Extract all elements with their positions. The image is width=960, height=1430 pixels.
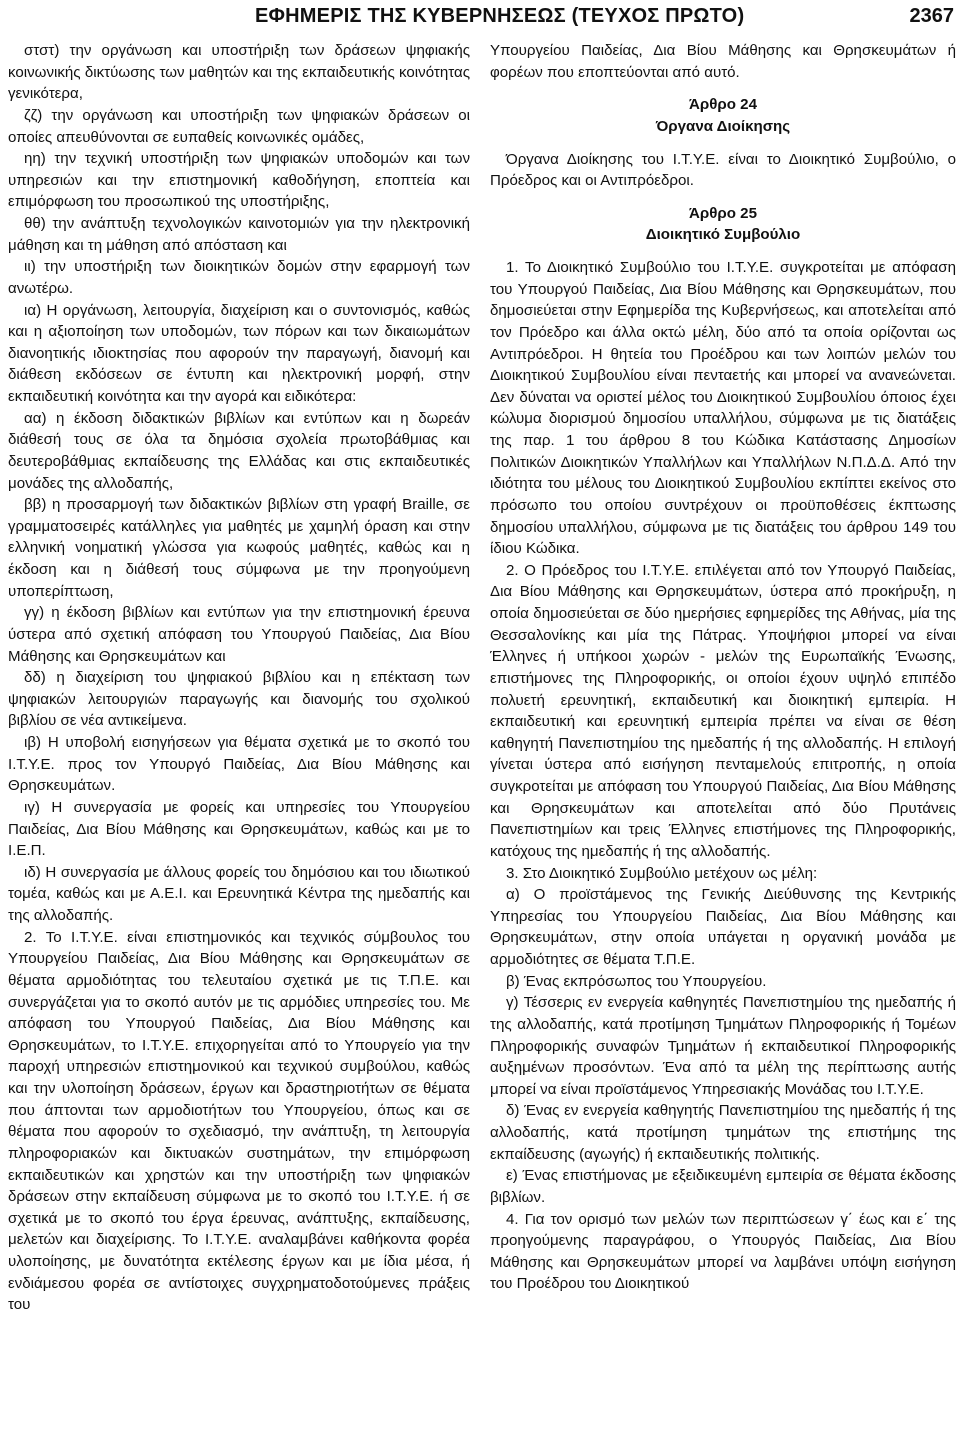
paragraph: ιβ) Η υποβολή εισηγήσεων για θέματα σχετικά με το σκοπό του Ι.Τ.Υ.Ε. προς τον Υπουργό Παιδείας, Δια Βίου Μάθησης και Θρησκευμάτων. <box>8 734 470 795</box>
page-number: 2367 <box>909 5 954 27</box>
article-25-number: Άρθρο 25 <box>689 204 757 222</box>
paragraph: 2. Το Ι.Τ.Υ.Ε. είναι επιστημονικός και τεχνικός σύμβουλος του Υπουργείου Παιδείας, Δια Βίου Μάθησης και Θρησκευμάτων σε θέματα αρμοδιότητας του τελευταίου σχετικά με τις Τ.Π.Ε. και συνεργάζεται για το σκοπό αυτόν με τις αρμόδιες υπηρεσίες του. Με απόφαση του Υπουργού Παιδείας, Δια Βίου Μάθησης και Θρησκευμάτων, το Ι.Τ.Υ.Ε. επιχορηγείται από το Υπουργείο για την παροχή υπηρεσιών επιστημονικού και τεχνικού συμβούλου, καθώς και την υλοποίηση δράσεων, έργων και δραστηριοτήτων σε θέματα που άπτονται των αρμοδιοτήτων του Υπουργείου, όπως και σε θέματα που αφορούν το σχεδιασμό, την ανάπτυξη, τη λειτουργία πληροφοριακών και δικτυακών συστημάτων, την επιμόρφωση εκπαιδευτικών και χρηστών και την υποστήριξη των ψηφιακών δράσεων στην εκπαίδευση σύμφωνα με το σκοπό του Ι.Τ.Υ.Ε. ή σε σχετικά με το σκοπό του έργα έρευνας, ανάπτυξης, εκπαίδευσης, μελετών και διαχείρισης. Το Ι.Τ.Υ.Ε. αναλαμβάνει καθήκοντα φορέα υλοποίησης, με δυνατότητα εκτέλεσης έργων και με ίδια μέσα, ή ενδιάμεσου φορέα σε αντίστοιχες συγχρηματοδοτούμενες πράξεις του <box>8 928 470 1314</box>
paragraph: αα) η έκδοση διδακτικών βιβλίων και εντύπων και η δωρεάν διάθεσή τους σε όλα τα δημόσια σχολεία πρωτοβάθμιας και δευτεροβάθμιας εκπαίδευσης της Ελλάδας και στις εκπαιδευτικές μονάδες της αλλοδαπής, <box>8 409 470 492</box>
paragraph: ιι) την υποστήριξη των διοικητικών δομών στην εφαρμογή των ανωτέρω. <box>8 258 470 297</box>
article-24-number: Άρθρο 24 <box>689 96 757 114</box>
continuation-paragraph: Υπουργείου Παιδείας, Δια Βίου Μάθησης και Θρησκευμάτων ή φορέων που εποπτεύονται από αυτό. <box>490 42 956 81</box>
paragraph: δ) Ένας εν ενεργεία καθηγητής Πανεπιστημίου της ημεδαπής ή της αλλοδαπής, κατά προτίμηση τμημάτων της επιστήμης της εκπαίδευσης (αγωγής) ή εκπαιδευτικής πολιτικής. <box>490 1102 956 1163</box>
page-header <box>0 0 960 30</box>
paragraph: Όργανα Διοίκησης του Ι.Τ.Υ.Ε. είναι το Διοικητικό Συμβούλιο, ο Πρόεδρος και οι Αντιπρόεδροι. <box>490 150 956 190</box>
paragraph: 1. Το Διοικητικό Συμβούλιο του Ι.Τ.Υ.Ε. συγκροτείται με απόφαση του Υπουργού Παιδείας, Δια Βίου Μάθησης και Θρησκευμάτων, που δημοσιεύεται στην Εφημερίδα της Κυβερνήσεως, και αποτελείται από τον Πρόεδρο και άλλα οκτώ μέλη, δύο από τα οποία ορίζονται ως Αντιπρόεδροι. Η θητεία του Προέδρου και των λοιπών μελών του Διοικητικού Συμβουλίου είναι πενταετής και μπορεί να ανανεώνεται. Δεν δύναται να οριστεί μέλος του Διοικητικού Συμβουλίου όποιος έχει κώλυμα διορισμού δημοσίου υπαλλήλου, σύμφωνα με τις διατάξεις της παρ. 1 του άρθρου 8 του Κώδικα Κατάστασης Δημοσίων Πολιτικών Διοικητικών Υπαλλήλων και Υπαλλήλων Ν.Π.Δ.Δ. Από την ιδιότητα του μέλους του Διοικητικού Συμβουλίου εκπίπτει εκείνος στο πρόσωπο του οποίου συντρέχουν οι προϋποθέσεις έκπτωσης δημοσίου υπαλλήλου, σύμφωνα με τις διατάξεις του άρθρου 149 του ίδιου Κώδικα. <box>490 259 956 558</box>
paragraph: ζζ) την οργάνωση και υποστήριξη των ψηφιακών δράσεων οι οποίες απευθύνονται σε ευπαθείς κοινωνικές ομάδες, <box>8 106 470 146</box>
article-24-title: Όργανα Διοίκησης <box>655 117 791 135</box>
paragraph: γγ) η έκδοση βιβλίων και εντύπων για την επιστημονική έρευνα ύστερα από σχετική απόφαση του Υπουργού Παιδείας, Δια Βίου Μάθησης και Θρησκευμάτων και <box>8 604 470 665</box>
paragraph: ιγ) Η συνεργασία με φορείς και υπηρεσίες του Υπουργείου Παιδείας, Δια Βίου Μάθησης και Θρησκευμάτων, καθώς και με το Ι.Ε.Π. <box>8 798 470 860</box>
paragraph: 4. Για τον ορισμό των μελών των περιπτώσεων γ΄ έως και ε΄ της προηγούμενης παραγράφου, ο Υπουργός Παιδείας, Δια Βίου Μάθησης και Θρησκευμάτων μπορεί να λαμβάνει υπόψη εισήγηση του Προέδρου του Διοικητικού <box>490 1210 956 1293</box>
paragraph: 3. Στο Διοικητικό Συμβούλιο μετέχουν ως μέλη: <box>506 864 818 882</box>
paragraph: ε) Ένας επιστήμονας με εξειδικευμένη εμπειρία σε θέματα έκδοσης βιβλίων. <box>490 1167 956 1206</box>
paragraph: δδ) η διαχείριση του ψηφιακού βιβλίου και η επέκταση των ψηφιακών λειτουργιών παραγωγής και διανομής του σχολικού βιβλίου σε νέα αντικείμενα. <box>8 669 470 730</box>
paragraph: ιδ) Η συνεργασία με άλλους φορείς του δημόσιου και του ιδιωτικού τομέα, καθώς και με Α.Ε.Ι. και Ερευνητικά Κέντρα της ημεδαπής και της αλλοδαπής. <box>8 863 470 924</box>
gazette-title: ΕΦΗΜΕΡΙΣ ΤΗΣ ΚΥΒΕΡΝΗΣΕΩΣ (ΤΕΥΧΟΣ ΠΡΩΤΟ) <box>255 5 745 27</box>
right-column <box>490 40 956 1295</box>
paragraph: ια) Η οργάνωση, λειτουργία, διαχείριση και ο συντονισμός, καθώς και η αξιοποίηση των υποδομών, των πόρων και των δικαιωμάτων διανοητικής ιδιοκτησίας που αφορούν την παραγωγή, διανομή και διάθεση εκδόσεων σε έντυπη και ηλεκτρονική μορφή, στην εκπαιδευτική κοινότητα και την αγορά και ειδικότερα: <box>8 301 470 405</box>
paragraph: ββ) η προσαρμογή των διδακτικών βιβλίων στη γραφή Braille, σε γραμματοσειρές κατάλληλες για μαθητές με χαμηλή όραση και στην ελληνική νοηματική γλώσσα για κωφούς μαθητές, καθώς και η έκδοση και η διάθεσή τους σύμφωνα με την προηγούμενη υποπερίπτωση, <box>8 496 470 600</box>
paragraph: γ) Τέσσερις εν ενεργεία καθηγητές Πανεπιστημίου της ημεδαπής ή της αλλοδαπής, κατά προτίμηση Τμημάτων Πληροφορικής ή Τομέων Πληροφορικής συναφών Τμημάτων ή εκπαιδευτικοί Πληροφορικής αυξημένων προσόντων. Ένα από τα μέλη της περίπτωσης αυτής μπορεί να είναι προϊστάμενος Υπηρεσιακής Μονάδας του Ι.Τ.Υ.Ε. <box>490 994 956 1098</box>
paragraph: α) Ο προϊστάμενος της Γενικής Διεύθυνσης της Κεντρικής Υπηρεσίας του Υπουργείου Παιδείας, Δια Βίου Μάθησης και Θρησκευμάτων, στην οποία υπάγεται η οργανική μονάδα με αρμοδιότητες σε θέματα Τ.Π.Ε. <box>490 886 956 968</box>
paragraph: ηη) την τεχνική υποστήριξη των ψηφιακών υποδομών και των υπηρεσιών και την επιστημονική καθοδήγηση, εποπτεία και επιμόρφωση του προσωπικού της υποστήριξης, <box>8 150 470 211</box>
paragraph: β) Ένας εκπρόσωπος του Υπουργείου. <box>506 972 767 990</box>
paragraph: στστ) την οργάνωση και υποστήριξη των δράσεων ψηφιακής κοινωνικής δικτύωσης των μαθητών και της εκπαιδευτικής κοινότητας γενικότερα, <box>8 42 470 103</box>
left-column <box>8 40 470 1316</box>
paragraph: θθ) την ανάπτυξη τεχνολογικών καινοτομιών για την ηλεκτρονική μάθηση και τη μάθηση από απόσταση και <box>8 215 470 254</box>
paragraph: 2. Ο Πρόεδρος του Ι.Τ.Υ.Ε. επιλέγεται από τον Υπουργό Παιδείας, Δια Βίου Μάθησης και Θρησκευμάτων, ύστερα από προκήρυξη, η οποία δημοσιεύεται σε δύο ημερήσιες εφημερίδες της Αθήνας, μία της Θεσσαλονίκης και μία της Πάτρας. Υποψήφιοι μπορεί να είναι Έλληνες ή υπήκοοι χωρών - μελών της Ευρωπαϊκής Ένωσης, επιστήμονες της Πληροφορικής, οι οποίοι έχουν υψηλό επιπέδο πολυετή ερευνητική, εκπαιδευτική και διοικητική εμπειρία. Η εκπαιδευτική και ερευνητική εμπειρία πρέπει να είναι σε θέση καθηγητή Πανεπιστημίου της ημεδαπής ή της αλλοδαπής. Η επιλογή γίνεται ύστερα από εισήγηση πενταμελούς επιτροπής, η οποία συγκροτείται με απόφαση του Υπουργού Παιδείας, Δια Βίου Μάθησης και Θρησκευμάτων και αποτελείται από δύο Πρυτάνεις Πανεπιστημίων και τρεις Έλληνες επιστήμονες της Πληροφορικής, κατόχους της ημεδαπής ή της αλλοδαπής. <box>490 561 956 860</box>
article-25-title: Διοικητικό Συμβούλιο <box>645 226 801 244</box>
